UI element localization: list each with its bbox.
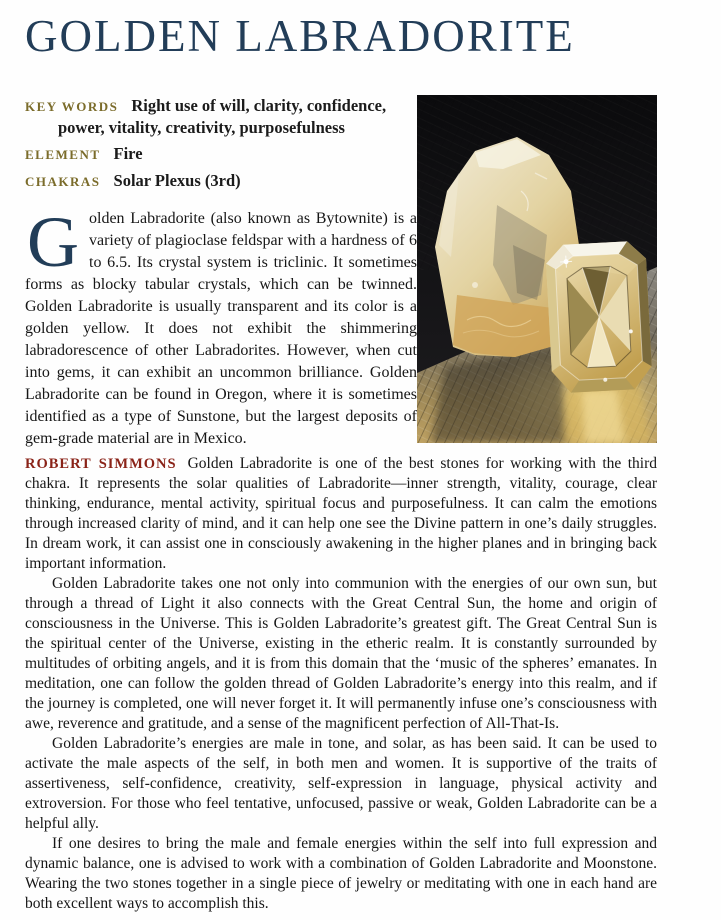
- element-label: ELEMENT: [25, 146, 101, 162]
- author-paragraph-2: Golden Labradorite takes one not only into communion with the energies of our own sun, but through a thread of Light it also connects with the Great Central Sun, the home and origin of consciousness in the Universe. This is Golden Labradorite’s greatest gift. The Great Central Sun is the spiritual center of the Universe, existing in the etheric realm. It is constantly surrounded by multitudes of orbiting angels, and it is from this domain that the ‘music of the spheres’ emanates. In meditation, one can follow the golden thread of Golden Labradorite’s energy into this realm, and if the journey is completed, one will never forget it. It will permanently infuse one’s consciousness with awe, reverence and gratitude, and a sense of the magnificent perfection of All-That-Is.: [25, 574, 657, 732]
- author-paragraph-4: If one desires to bring the male and female energies within the self into full expression and dynamic balance, one is advised to work with a combination of Golden Labradorite and Moonstone. Wearing the two stones together in a single piece of jewelry or meditating with one in each hand are both excellent ways to accomplish this.: [25, 834, 657, 912]
- key-words-value: Right use of will, clarity, confidence, power, vitality, creativity, purposefulness: [58, 95, 387, 137]
- intro-text: olden Labradorite (also known as Bytownite) is a variety of plagioclase feldspar with a hardness of 6 to 6.5. Its crystal system is triclinic. It sometimes forms as blocky tabular crystals, which can be twinned. Golden Labradorite is usually transparent and its color is a golden yellow. It does not exhibit the shimmering labradorescence of other Labradorites. However, when cut into gems, it can exhibit an uncommon brilliance. Golden Labradorite can be found in Oregon, where it is sometimes identified as a type of Sunstone, but the largest deposits of gem-grade material are in Mexico.: [25, 209, 417, 447]
- chakras-value: Solar Plexus (3rd): [113, 170, 241, 190]
- chakras-label: CHAKRAS: [25, 173, 101, 189]
- stone-photo-illustration: [417, 95, 657, 443]
- page-title: GOLDEN LABRADORITE: [25, 11, 575, 61]
- golden-labradorite-photo: [417, 95, 657, 443]
- drop-cap: G: [27, 201, 79, 282]
- author-paragraph-1-text: Golden Labradorite is one of the best stones for working with the third chakra. It represents the solar qualities of Labradorite—inner strength, vitality, courage, clear thinking, endurance, mental activity, spiritual focus and purposefulness. It can calm the emotions through increased clarity of mind, and it can help one see the Divine pattern in one’s daily struggles. In dream work, it can assist one in consciously awakening in the higher planes and in bringing back important information.: [25, 454, 657, 572]
- author-paragraph-3: Golden Labradorite’s energies are male in tone, and solar, as has been said. It can be used to activate the male aspects of the self, in both men and women. It is supportive of the traits of assertiveness, self-confidence, creativity, self-expression in language, physical activity and extroversion. For those who feel tentative, unfocused, passive or weak, Golden Labradorite can be a helpful ally.: [25, 734, 657, 832]
- element-value: Fire: [113, 143, 143, 163]
- faceted-gem: [545, 240, 653, 393]
- property-row-key-words: [25, 95, 430, 138]
- author-name-label: ROBERT SIMMONS: [25, 455, 177, 472]
- key-words-label: KEY WORDS: [25, 98, 119, 114]
- author-paragraph-1: [25, 454, 657, 574]
